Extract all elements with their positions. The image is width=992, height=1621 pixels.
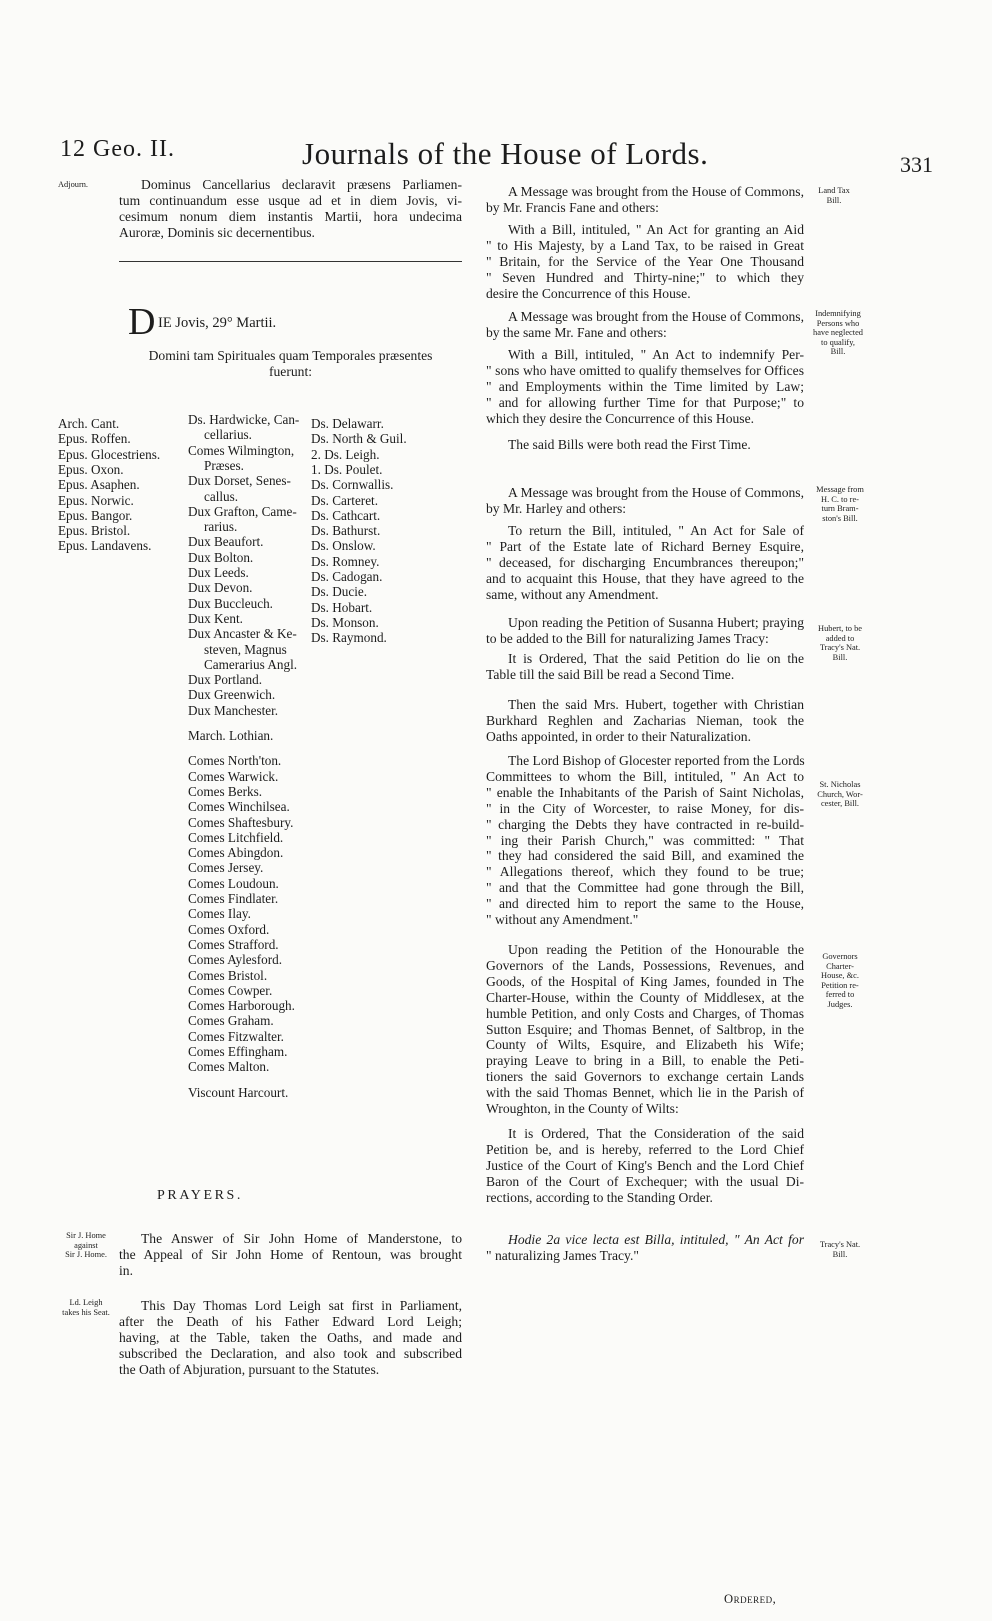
attendance-entry: Comes Berks. (188, 783, 262, 799)
attendance-entry: Comes North'ton. (188, 753, 282, 769)
running-head-regnal-year: 12 Geo. II. (60, 136, 175, 162)
attendance-entry: 1. Ds. Poulet. (311, 461, 383, 477)
sitting-date-heading: IE Jovis, 29° Martii. (158, 315, 277, 331)
attendance-entry: Ds. North & Guil. (311, 431, 407, 447)
attendance-entry: March. Lothian. (188, 728, 274, 743)
paragraph-message-harley: A Message was brought from the House of Commons, by Mr. Harley and others: (486, 485, 804, 516)
attendance-entry: Epus. Norwic. (58, 492, 134, 508)
attendance-entry: Dux Portland. (188, 672, 262, 688)
attendance-entry: Comes Bristol. (188, 967, 268, 983)
attendance-entry: Ds. Cathcart. (311, 507, 381, 523)
attendance-entry: Comes Shaftesbury. (188, 814, 294, 830)
attendance-entry: Comes Malton. (188, 1059, 270, 1075)
catchword-ordered: Ordered, (724, 1592, 777, 1606)
attendance-entry: Ds. Hobart. (311, 599, 373, 615)
attendance-intro: Domini tam Spirituales quam Temporales præsentes fuerunt: (148, 348, 433, 379)
attendance-entry: Præses. (204, 457, 244, 473)
attendance-entry: Comes Fitzwalter. (188, 1028, 284, 1044)
paragraph-message-indemnify: A Message was brought from the House of Commons, by the same Mr. Fane and others: (486, 309, 804, 340)
paragraph-naturalization-oaths: Then the said Mrs. Hubert, together with Christian Burkhard Reghlen and Zacharias Nieman, took the Oaths appointed, in order to their Naturalization. (486, 697, 804, 744)
attendance-entry: rarius. (204, 519, 238, 535)
attendance-entry: Ds. Hardwicke, Can- (188, 412, 300, 427)
sidenote-home: Sir J. Home against Sir J. Home. (65, 1231, 107, 1260)
paragraph-berney-bill: To return the Bill, intituled, " An Act for Sale of " Part of the Estate late of Richard Berney Esquire, " deceased, for discharging Encumbrances thereupon;" and to acquaint this House, that they have agreed to the same, without any Amendment. (486, 523, 804, 602)
paragraph-lord-leigh: This Day Thomas Lord Leigh sat first in Parliament, after the Death of his Father Edward Lord Leigh; having, at the Table, taken the Oaths, and made and subscribed the Declaration, and also took and subscribed the Oath of Abjuration, pursuant to the Statutes. (119, 1298, 462, 1377)
attendance-entry: Comes Warwick. (188, 768, 279, 784)
attendance-entry: Comes Litchfield. (188, 829, 284, 845)
attendance-entry: Dux Dorset, Senes- (188, 473, 291, 489)
attendance-entry: 2. Ds. Leigh. (311, 446, 380, 462)
attendance-entry: Comes Harborough. (188, 998, 295, 1014)
attendance-entry: Comes Jersey. (188, 860, 264, 876)
attendance-entry: Ds. Carteret. (311, 492, 379, 508)
attendance-entry: Comes Abingdon. (188, 845, 284, 861)
attendance-entry: Ds. Cadogan. (311, 569, 383, 584)
attendance-entry: Comes Winchilsea. (188, 799, 290, 815)
attendance-entry: cellarius. (204, 427, 252, 443)
attendance-entry: Arch. Cant. (58, 416, 120, 431)
attendance-entry: Epus. Bangor. (58, 507, 133, 523)
attendance-entry: Comes Findlater. (188, 891, 279, 906)
sidenote-hubert: Hubert, to be added to Tracy's Nat. Bill. (818, 624, 862, 662)
page-number: 331 (900, 152, 933, 177)
attendance-entry: Dux Beaufort. (188, 534, 264, 550)
attendance-entry: Ds. Monson. (311, 614, 379, 630)
paragraph-st-nicholas-report: The Lord Bishop of Glocester reported from the Lords Committees to whom the Bill, intituled, " An Act to " enable the Inhabitants of the Parish of Saint Nicholas, " in the City of Worcester, to raise Money, for dis- " charging the Debts they have contracted in re-build- " ing their Parish Church," was committed: " That " they had considered the said Bill, and examined the " Allegations thereof, which they found to be true; " and that the Committee had gone through the Bill, " and directed him to report the same to the House, " without any Amendment." (486, 753, 805, 928)
attendance-entry: Comes Strafford. (188, 936, 279, 952)
prayers-heading: PRAYERS. (157, 1188, 244, 1203)
sidenote-st-nicholas: St. Nicholas Church, Wor- cester, Bill. (817, 780, 863, 809)
attendance-entry: Ds. Raymond. (311, 630, 387, 646)
attendance-entry: Dux Buccleuch. (188, 595, 273, 611)
attendance-entry: Dux Ancaster & Ke- (188, 626, 297, 642)
paragraph-message-land-tax: A Message was brought from the House of Commons, by Mr. Francis Fane and others: (486, 184, 804, 215)
attendance-entry: Dux Grafton, Came- (188, 503, 297, 519)
section-divider (119, 261, 462, 262)
attendance-entry: Comes Loudoun. (188, 875, 279, 891)
sidenote-indemnifying: Indemnifying Persons who have neglected to qualify, Bill. (813, 309, 863, 357)
paragraph-home-answer: The Answer of Sir John Home of Manderstone, to the Appeal of Sir John Home of Rentoun, was brought in. (119, 1231, 462, 1278)
attendance-entry: Comes Wilmington, (188, 442, 295, 458)
sidenote-message-hc: Message from H. C. to re- turn Bram- ston's Bill. (816, 485, 864, 523)
attendance-entry: Dux Kent. (188, 610, 243, 626)
attendance-entry: Epus. Roffen. (58, 431, 131, 447)
paragraph-referred-judges: It is Ordered, That the Consideration of the said Petition be, and is hereby, referred to the Lord Chief Justice of the Court of King's Bench and the Lord Chief Baron of the Court of Exchequer; with the usual Di- rections, according to the Standing Order. (486, 1126, 804, 1205)
paragraph-charter-house-petition: Upon reading the Petition of the Honourable the Governors of the Lands, Possessions, Revenues, and Goods, of the Hospital of King James, founded in The Charter-House, within the County of Middlesex, at the humble Petition, and only Costs and Charges, of Thomas Sutton Esquire; and Thomas Bennet, of Saltbrop, in the County of Wilts, Esquire, and Elizabeth his Wife; praying Leave to bring in a Bill, to enable the Peti- tioners the said Governors to exchange certain Lands with the said Thomas Bennet, which lie in the Parish of Wroughton, in the County of Wilts: (486, 942, 804, 1117)
attendance-entry: Comes Ilay. (188, 906, 251, 922)
paragraph-land-tax-bill: With a Bill, intituled, " An Act for granting an Aid " to His Majesty, by a Land Tax, to be raised in Great " Britain, for the Service of the Year One Thousand " Seven Hundred and Thirty-nine;" to which they desire the Concurrence of this House. (486, 222, 804, 301)
attendance-entry: Epus. Glocestriens. (58, 446, 161, 462)
attendance-entry: Dux Greenwich. (188, 687, 276, 703)
attendance-entry: Ds. Romney. (311, 553, 380, 569)
paragraph-adjournment: Dominus Cancellarius declaravit præsens Parliamen- tum continuandum esse usque ad et in diem Jovis, vi- cesimum nonum diem instantis Martii, hora undecima Auroræ, Dominis sic decernentibus. (119, 177, 462, 240)
sidenote-tracy: Tracy's Nat. Bill. (819, 1240, 861, 1259)
attendance-entry: Comes Effingham. (188, 1044, 288, 1059)
attendance-entry: Comes Oxford. (188, 921, 270, 937)
attendance-entry: Epus. Bristol. (58, 523, 131, 539)
attendance-entry: Camerarius Angl. (204, 656, 298, 672)
attendance-entry: Ds. Bathurst. (311, 523, 381, 539)
attendance-entry: callus. (204, 488, 239, 504)
sidenote-governors: Governors Charter- House, &c. Petition re- ferred to Judges. (821, 952, 859, 1009)
attendance-entry: Dux Leeds. (188, 565, 249, 580)
sidenote-leigh: Ld. Leigh takes his Seat. (62, 1298, 110, 1317)
attendance-entry: Dux Manchester. (188, 702, 279, 718)
attendance-entry: Comes Aylesford. (188, 952, 283, 968)
paragraph-hubert-petition: Upon reading the Petition of Susanna Hubert; praying to be added to the Bill for naturalizing James Tracy: (486, 615, 804, 646)
attendance-entry: Epus. Landavens. (58, 538, 152, 554)
attendance-entry: Comes Cowper. (188, 982, 273, 998)
attendance-entry: Epus. Oxon. (58, 461, 124, 477)
attendance-entry: steven, Magnus (204, 641, 287, 657)
attendance-entry: Ds. Cornwallis. (311, 477, 394, 493)
attendance-entry: Ds. Delawarr. (311, 416, 384, 431)
attendance-entry: Ds. Ducie. (311, 584, 368, 600)
paragraph-first-reading: The said Bills were both read the First Time. (508, 437, 751, 452)
paragraph-tracy-second-reading: Hodie 2a vice lecta est Billa, intituled, " An Act for " naturalizing James Tracy." (486, 1232, 804, 1263)
sidenote-adjourn: Adjourn. (58, 180, 89, 189)
drop-cap-letter: D (128, 301, 156, 343)
attendance-entry: Dux Bolton. (188, 549, 254, 565)
attendance-entry: Ds. Onslow. (311, 538, 376, 554)
attendance-entry: Dux Devon. (188, 580, 253, 596)
running-head-title: Journals of the House of Lords. (302, 136, 709, 171)
attendance-entry: Viscount Harcourt. (188, 1084, 289, 1100)
paragraph-indemnify-bill: With a Bill, intituled, " An Act to indemnify Per- " sons who have omitted to qualify themselves for Offices " and Employments within the Time limited by Law; " and for allowing further Time for that Purpose;" to which they desire the Concurrence of this House. (486, 347, 804, 426)
attendance-entry: Comes Graham. (188, 1013, 274, 1029)
paragraph-hubert-ordered: It is Ordered, That the said Petition do lie on the Table till the said Bill be read a Second Time. (486, 651, 804, 682)
sidenote-land-tax: Land Tax Bill. (818, 186, 850, 205)
attendance-entry: Epus. Asaphen. (58, 477, 140, 493)
